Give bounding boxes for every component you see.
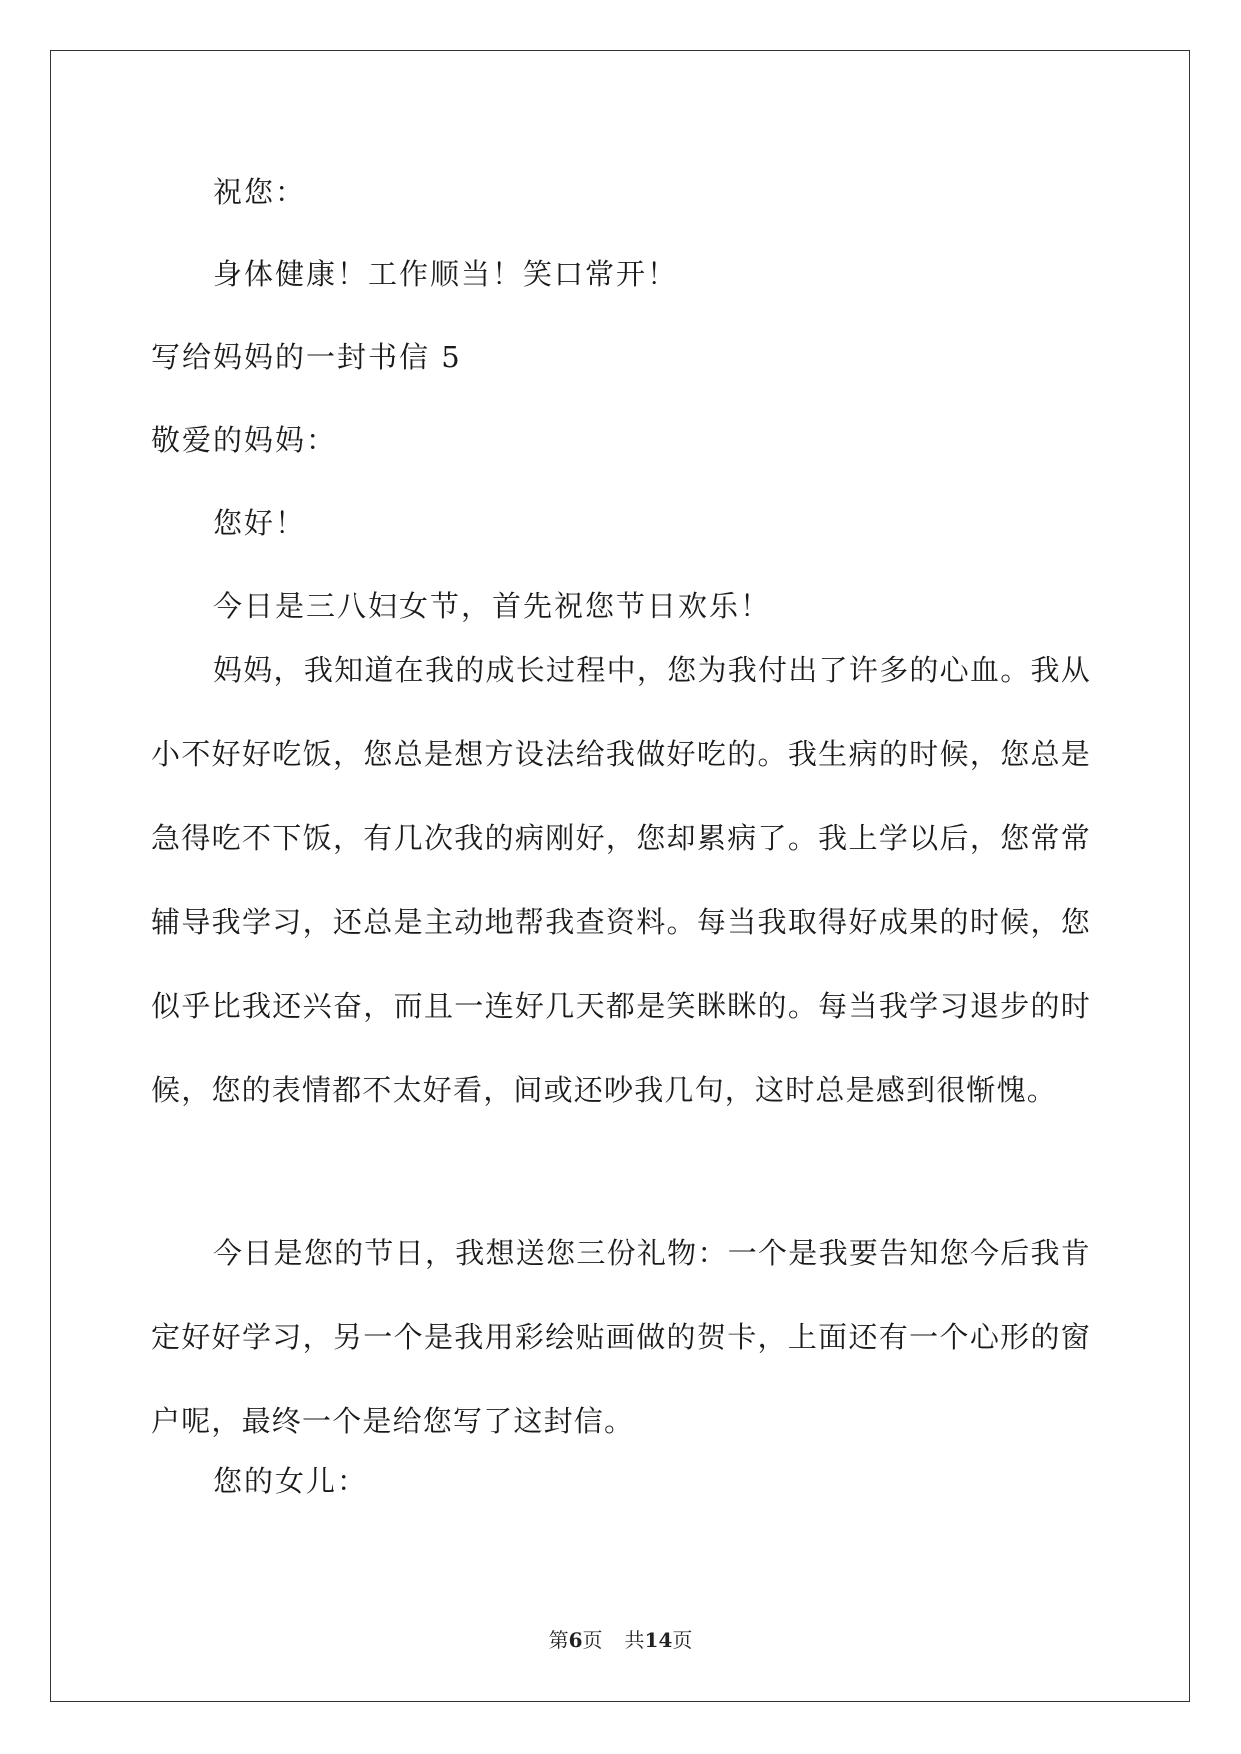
closing-wish: 祝您： bbox=[213, 175, 307, 209]
page-footer bbox=[0, 1626, 1241, 1654]
salutation: 敬爱的妈妈： bbox=[151, 423, 338, 457]
closing-wish-content: 身体健康！工作顺当！笑口常开！ bbox=[213, 257, 679, 291]
paragraph-holiday-wish: 今日是三八妇女节，首先祝您节日欢乐！ bbox=[213, 589, 772, 623]
greeting: 您好！ bbox=[213, 506, 307, 540]
total-suffix: 页 bbox=[672, 1628, 693, 1652]
paragraph-gifts: 今日是您的节日，我想送您三份礼物：一个是我要告知您今后我肯定好好学习，另一个是我用彩绘贴画做的贺卡，上面还有一个心形的窗户呢，最终一个是给您写了这封信。 bbox=[151, 1236, 1091, 1438]
page-prefix: 第 bbox=[548, 1628, 569, 1652]
signature: 您的女儿： bbox=[213, 1464, 369, 1498]
total-prefix: 共 bbox=[624, 1628, 645, 1652]
page-suffix: 页 bbox=[582, 1628, 603, 1652]
paragraph-gratitude: 妈妈，我知道在我的成长过程中，您为我付出了许多的心血。我从小不好好吃饭，您总是想方设法给我做好吃的。我生病的时候，您总是急得吃不下饭，有几次我的病刚好，您却累病了。我上学以后，您常常辅导我学习，还总是主动地帮我查资料。每当我取得好成果的时候，您似乎比我还兴奋，而且一连好几天都是笑眯眯的。每当我学习退步的时候，您的表情都不太好看，间或还吵我几句，这时总是感到很惭愧。 bbox=[151, 653, 1091, 1107]
total-pages: 14 bbox=[644, 1628, 673, 1652]
section-title: 写给妈妈的一封书信 5 bbox=[151, 340, 462, 374]
page-number: 6 bbox=[568, 1628, 583, 1652]
